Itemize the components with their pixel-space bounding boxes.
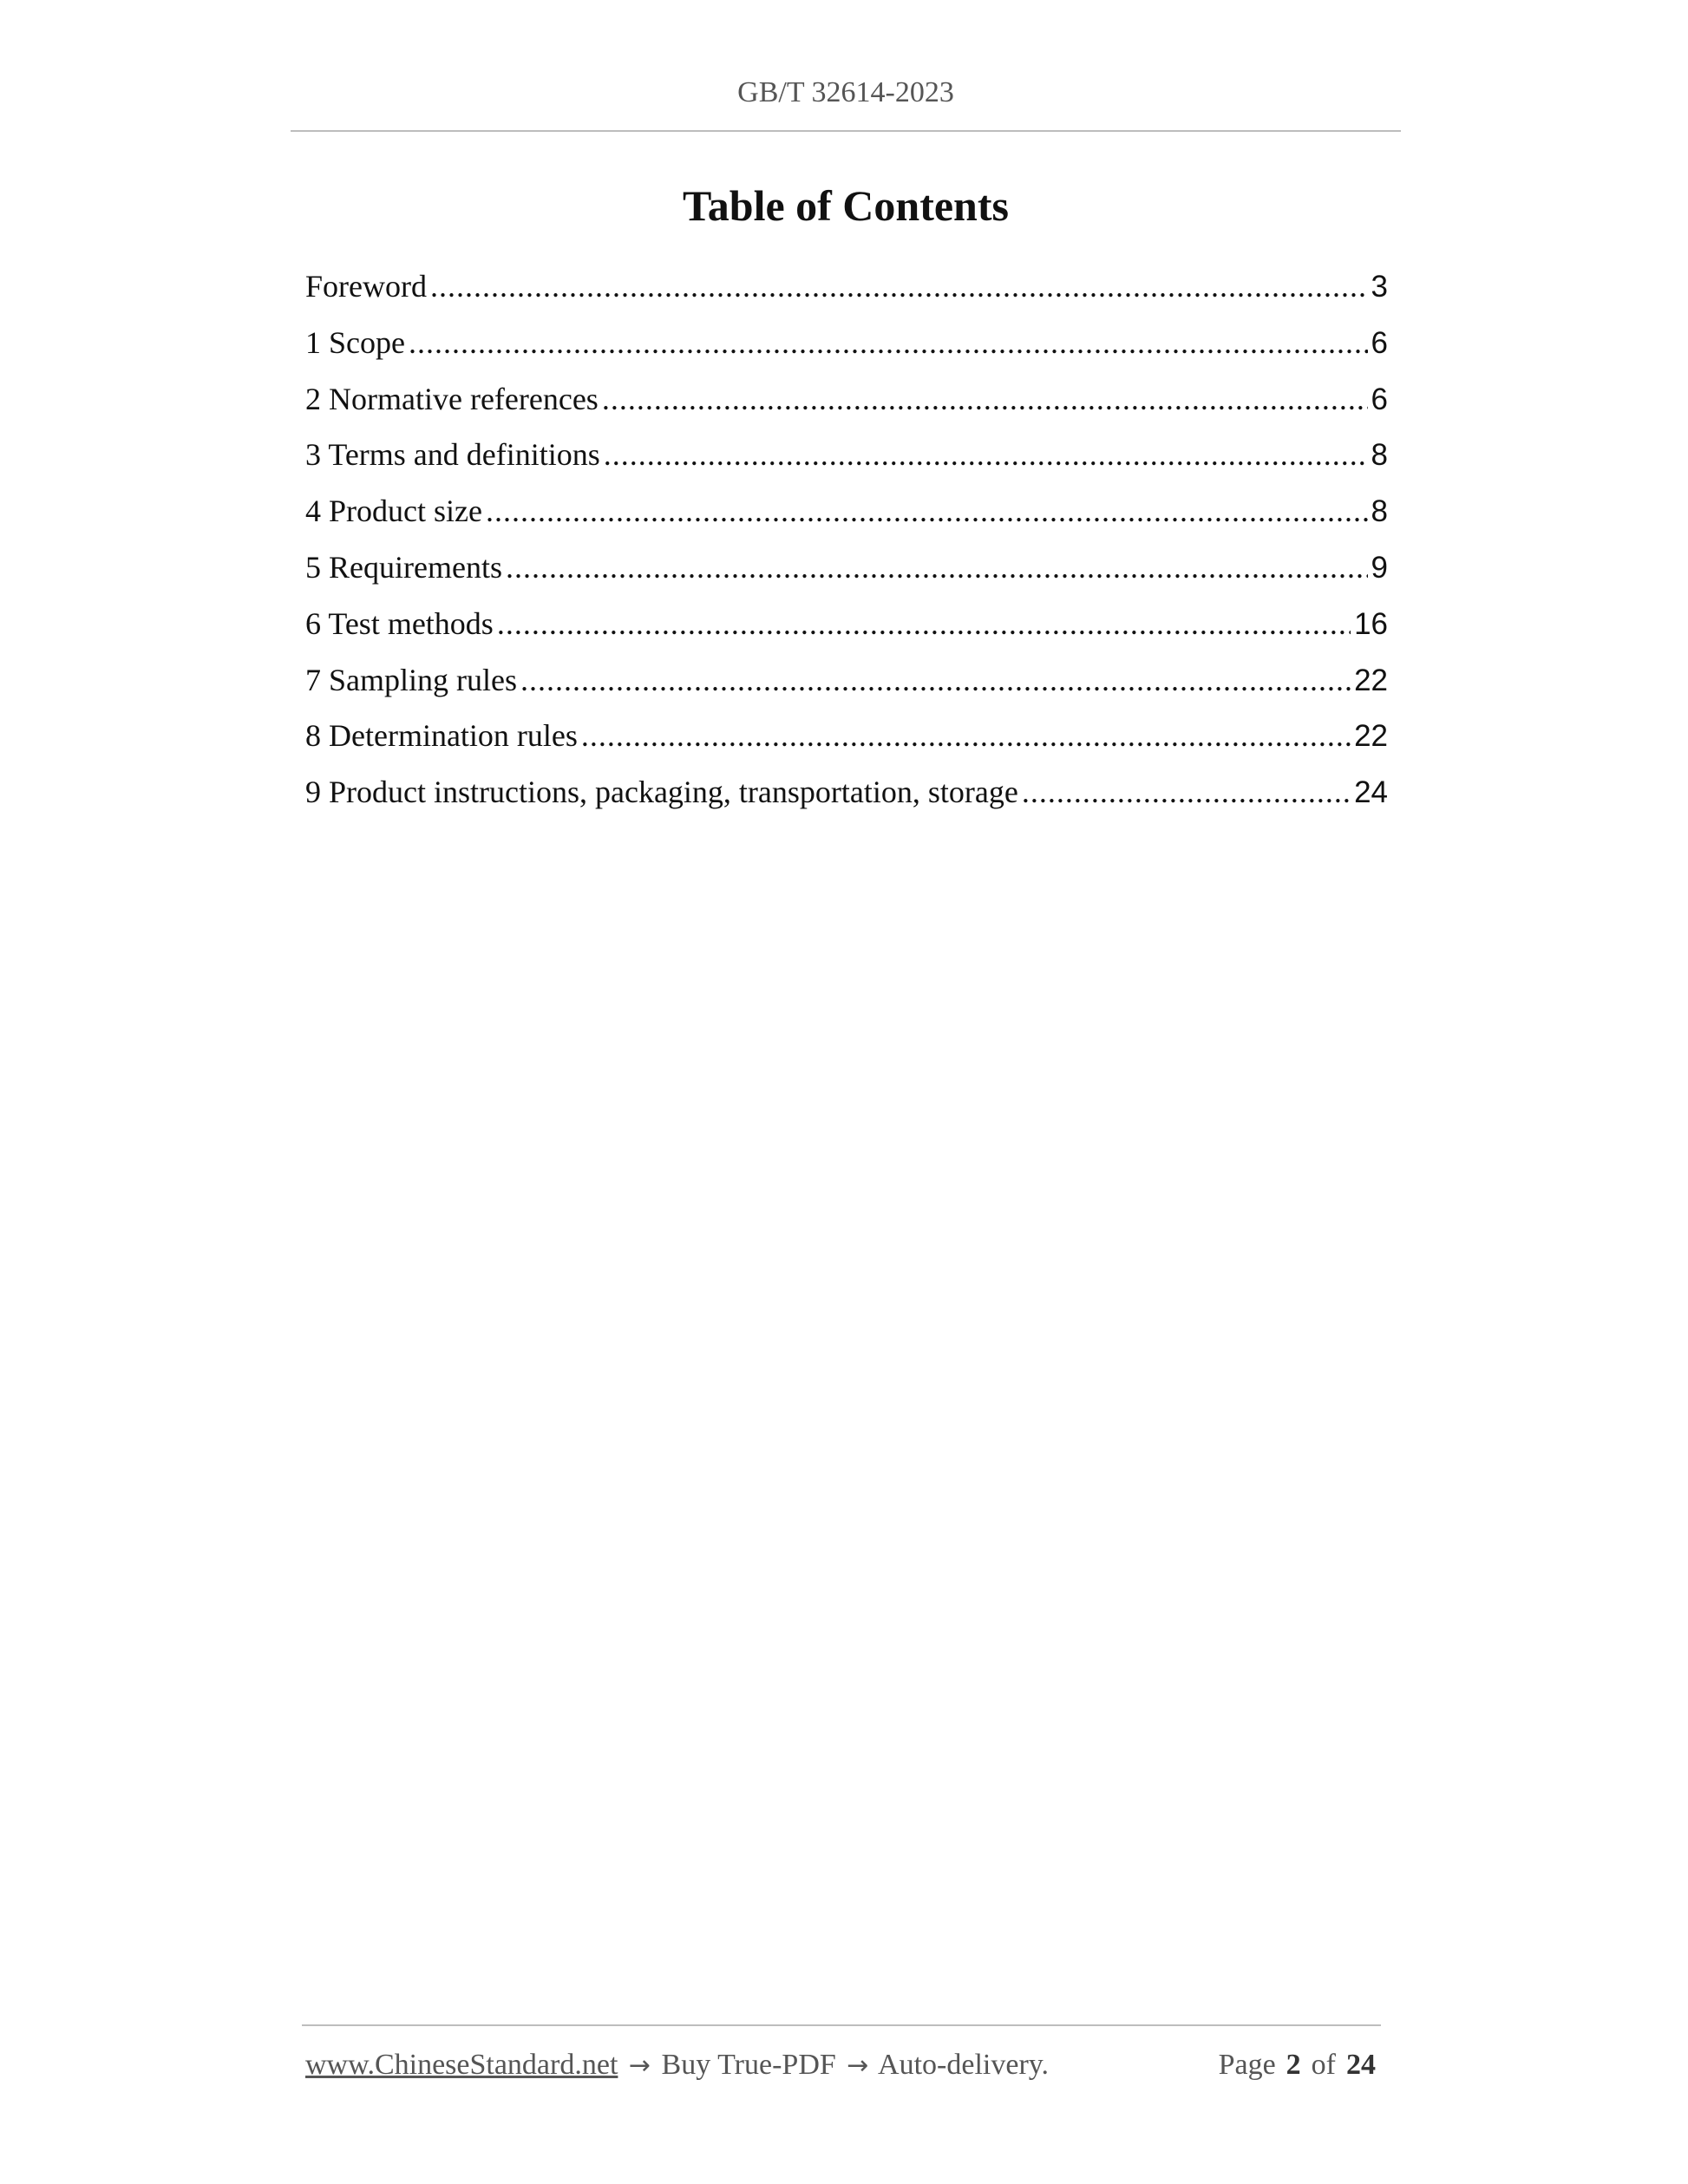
- toc-entry-product-instructions[interactable]: [305, 764, 1388, 821]
- toc-entry-page: 22: [1354, 719, 1388, 754]
- toc-entry-page: 6: [1371, 325, 1388, 360]
- page-word: Page: [1218, 2049, 1276, 2081]
- toc-dot-leader: [497, 596, 1351, 652]
- right-arrow-icon: →: [847, 2050, 869, 2081]
- toc-entry-label: 7 Sampling rules: [305, 662, 517, 697]
- toc-dot-leader: [409, 315, 1368, 371]
- toc-entry-label: 4 Product size: [305, 494, 482, 529]
- toc-entry-page: 3: [1371, 270, 1388, 304]
- document-code-header: GB/T 32614-2023: [737, 76, 954, 108]
- toc-entry-label: Foreword: [305, 269, 427, 304]
- toc-entry-label: 8 Determination rules: [305, 718, 578, 754]
- toc-entry-page: 24: [1354, 775, 1388, 810]
- buy-true-pdf-text: Buy True-PDF: [661, 2049, 836, 2081]
- toc-entry-determination-rules[interactable]: [305, 708, 1388, 764]
- toc-entry-foreword[interactable]: [305, 258, 1388, 315]
- of-word: of: [1311, 2049, 1336, 2081]
- toc-entry-sampling-rules[interactable]: [305, 652, 1388, 709]
- right-arrow-icon: →: [628, 2050, 651, 2081]
- toc-entry-label: 5 Requirements: [305, 549, 502, 585]
- toc-list: [305, 258, 1388, 821]
- toc-title: Table of Contents: [683, 181, 1009, 230]
- toc-entry-page: 16: [1354, 606, 1388, 641]
- toc-dot-leader: [1022, 764, 1351, 821]
- toc-entry-label: 1 Scope: [305, 324, 405, 360]
- toc-entry-page: 8: [1371, 438, 1388, 473]
- toc-entry-product-size[interactable]: [305, 483, 1388, 539]
- auto-delivery-text: Auto-delivery.: [878, 2049, 1050, 2081]
- footer-divider: [302, 2024, 1381, 2026]
- toc-entry-page: 9: [1371, 550, 1388, 585]
- toc-dot-leader: [581, 708, 1351, 764]
- toc-dot-leader: [486, 483, 1368, 539]
- footer-promo: [305, 2049, 1049, 2082]
- toc-entry-terms-and-definitions[interactable]: [305, 427, 1388, 483]
- toc-entry-requirements[interactable]: [305, 539, 1388, 596]
- toc-dot-leader: [604, 427, 1368, 483]
- toc-entry-label: 2 Normative references: [305, 381, 599, 416]
- toc-entry-page: 22: [1354, 663, 1388, 697]
- current-page-number: 2: [1286, 2049, 1301, 2081]
- page-number: [1219, 2049, 1376, 2082]
- toc-dot-leader: [602, 371, 1368, 428]
- toc-entry-label: 9 Product instructions, packaging, transportation, storage: [305, 775, 1018, 810]
- toc-entry-label: 6 Test methods: [305, 605, 494, 641]
- toc-dot-leader: [506, 539, 1368, 596]
- toc-entry-normative-references[interactable]: [305, 371, 1388, 428]
- toc-entry-page: 6: [1371, 382, 1388, 416]
- toc-dot-leader: [430, 258, 1368, 315]
- toc-entry-test-methods[interactable]: [305, 596, 1388, 652]
- toc-dot-leader: [520, 652, 1351, 709]
- toc-entry-page: 8: [1371, 494, 1388, 529]
- site-link[interactable]: www.ChineseStandard.net: [305, 2049, 618, 2081]
- total-page-number: 24: [1346, 2049, 1376, 2081]
- toc-entry-scope[interactable]: [305, 315, 1388, 371]
- header-divider: [291, 130, 1401, 132]
- toc-entry-label: 3 Terms and definitions: [305, 437, 600, 473]
